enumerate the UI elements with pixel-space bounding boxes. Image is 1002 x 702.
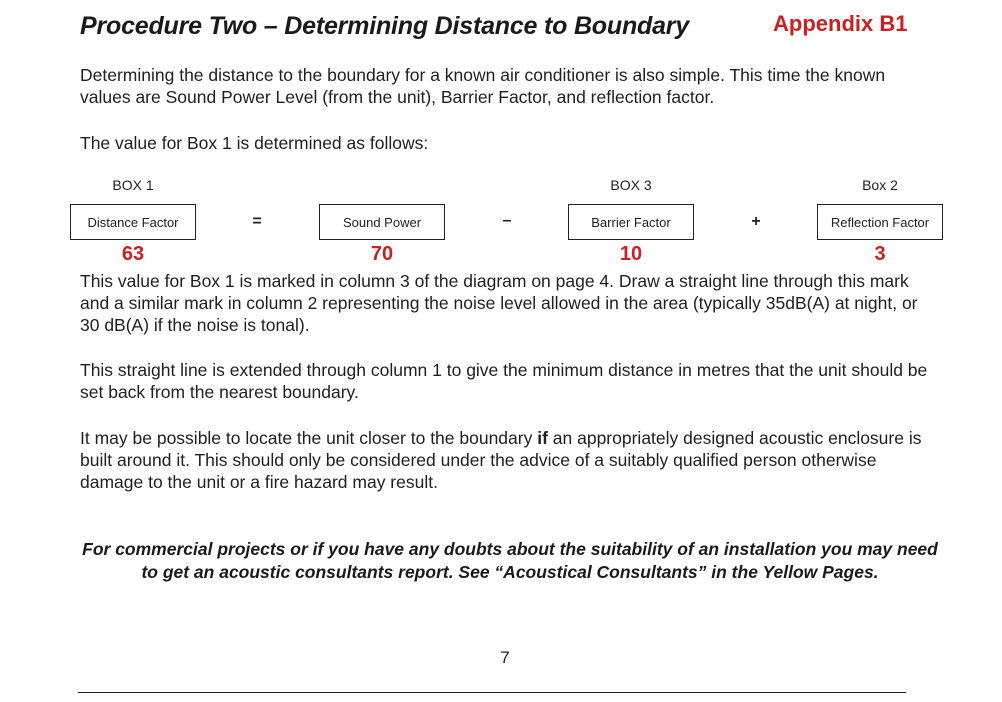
sound-power-box: Sound Power — [319, 204, 445, 240]
intro-paragraph: Determining the distance to the boundary for a known air conditioner is also simple. This time the known values are Sound Power Level (from the unit), Barrier Factor, and reflection factor. — [80, 65, 886, 107]
footer-divider — [78, 692, 906, 693]
body-paragraph-3-bold: if — [537, 428, 548, 448]
body-paragraph-1: This value for Box 1 is marked in column 3 of the diagram on page 4. Draw a straight line through this mark and a similar mark in column 2 representing the noise level allowed in the area (typically 35dB(A) at night, or 30 dB(A) if the noise is tonal). — [80, 271, 918, 335]
body-paragraph-2: This straight line is extended through column 1 to give the minimum distance in metres that the unit should be set back from the nearest boundary. — [80, 360, 928, 402]
equals-operator: = — [252, 213, 262, 230]
page-title: Procedure Two – Determining Distance to Boundary — [80, 12, 690, 40]
page-number: 7 — [500, 648, 510, 667]
distance-factor-value: 63 — [121, 243, 145, 265]
box2-label: Box 2 — [862, 177, 898, 193]
appendix-label: Appendix B1 — [773, 11, 908, 36]
distance-factor-box: Distance Factor — [70, 204, 196, 240]
body-paragraph-3-end: an appropriately designed acoustic enclosure is built around it. This should only be considered under the advice of a suitably qualified person otherwise damage to the unit or a fire hazard may result. — [80, 428, 922, 492]
barrier-factor-box: Barrier Factor — [568, 204, 694, 240]
plus-operator: + — [751, 213, 761, 230]
commercial-note: For commercial projects or if you have any doubts about the suitability of an installation you may need to get an acoustic consultants report. See “Acoustical Consultants” in the Yellow Pages. — [82, 539, 938, 582]
body-paragraph-3 — [80, 427, 940, 493]
sound-power-value: 70 — [370, 243, 394, 265]
body-paragraph-3-start: It may be possible to locate the unit closer to the boundary — [80, 428, 538, 448]
reflection-factor-value: 3 — [874, 243, 886, 265]
minus-operator: – — [502, 212, 512, 229]
barrier-factor-value: 10 — [619, 243, 643, 265]
box1-intro-line: The value for Box 1 is determined as follows: — [80, 133, 429, 153]
box3-label: BOX 3 — [610, 177, 652, 193]
box1-label: BOX 1 — [112, 177, 154, 193]
reflection-factor-box: Reflection Factor — [817, 204, 943, 240]
